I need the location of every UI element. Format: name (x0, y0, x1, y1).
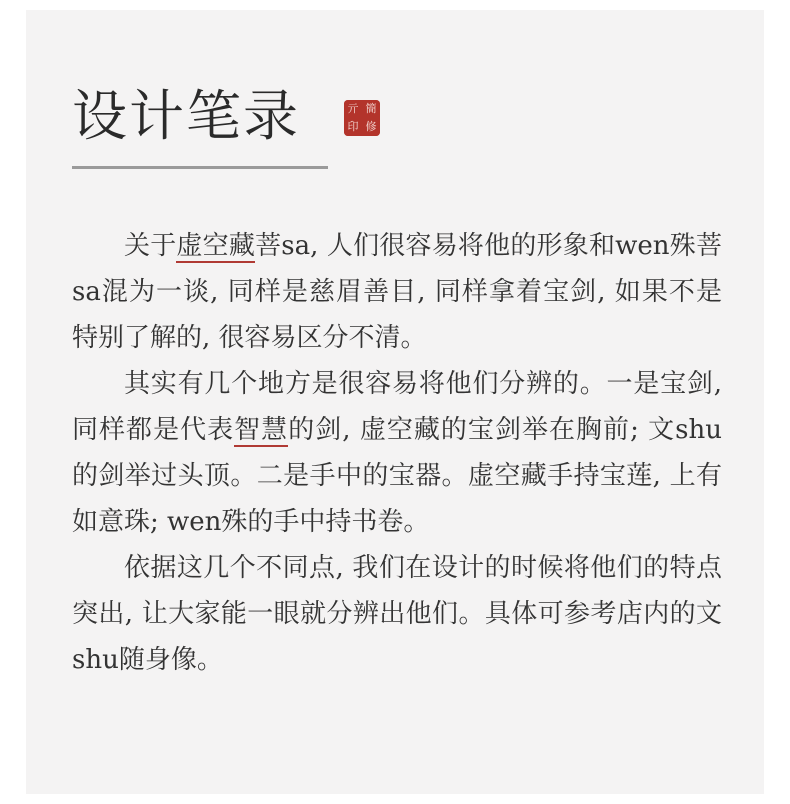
paragraph-1 (72, 223, 722, 361)
seal-char: 印 (347, 120, 359, 133)
text-run: 其实有几个地方是很容易将他们分辨的。一是宝剑, 同样都是代表 (72, 369, 722, 445)
seal-char: 修 (365, 120, 377, 133)
content-card (26, 10, 764, 794)
article-body (72, 223, 722, 683)
text-run: 依据这几个不同点, 我们在设计的时候将他们的特点突出, 让大家能一眼就分辨出他们。具体可参考店内的文shu随身像。 (72, 553, 722, 675)
paragraph-2 (72, 361, 722, 545)
title-row (72, 76, 377, 156)
seal-char: 簡 (365, 102, 377, 115)
seal-char: 亓 (347, 102, 359, 115)
text-run: 菩sa, 人们很容易将他的形象和wen殊菩sa混为一谈, 同样是慈眉善目, 同样拿着宝剑, 如果不是特别了解的, 很容易区分不清。 (72, 231, 722, 353)
seal-stamp-icon (344, 100, 380, 136)
text-run: 的剑, 虚空藏的宝剑举在胸前; 文shu的剑举过头顶。二是手中的宝器。虚空藏手持宝莲, 上有如意珠; wen殊的手中持书卷。 (72, 415, 722, 537)
highlighted-term: 虚空藏 (176, 231, 256, 261)
paragraph-3 (72, 545, 722, 683)
title-divider (72, 166, 328, 169)
page-title: 设计笔录 (72, 84, 301, 148)
highlighted-term: 智慧 (234, 415, 289, 445)
text-run: 关于 (124, 231, 177, 261)
